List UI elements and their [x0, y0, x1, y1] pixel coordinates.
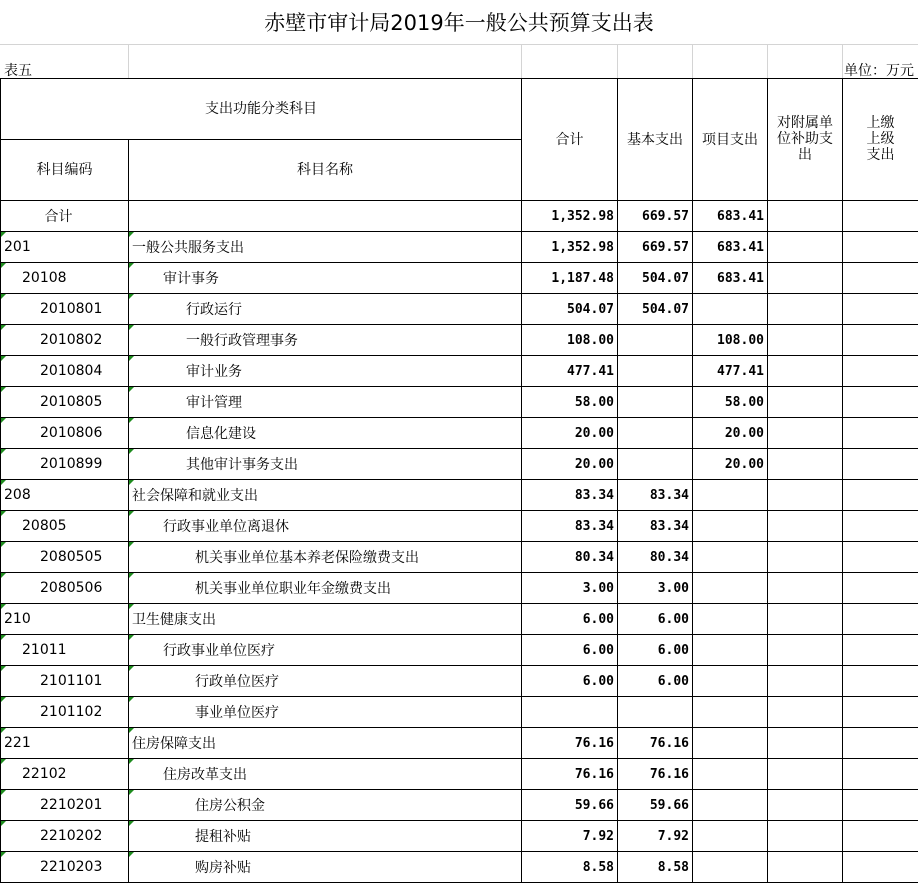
amount-subsidy: [768, 573, 843, 604]
cell-marker-icon: [129, 759, 134, 764]
amount-project: [693, 852, 768, 883]
amount-project: 58.00: [693, 387, 768, 418]
amount-upper: [843, 790, 918, 821]
gridline: [617, 44, 618, 78]
subject-code: 2210201: [1, 790, 129, 821]
amount-upper: [843, 387, 918, 418]
cell-marker-icon: [1, 511, 6, 516]
cell-marker-icon: [129, 356, 134, 361]
cell-marker-icon: [129, 697, 134, 702]
header-project: 项目支出: [693, 79, 768, 201]
amount-upper: [843, 480, 918, 511]
amount-basic: 59.66: [618, 790, 693, 821]
gridline: [128, 44, 129, 78]
table-row: [1, 511, 918, 542]
subject-name: 审计业务: [129, 356, 522, 387]
subject-name: 社会保障和就业支出: [129, 480, 522, 511]
amount-upper: [843, 728, 918, 759]
amount-subsidy: [768, 852, 843, 883]
cell-marker-icon: [129, 790, 134, 795]
subject-name: 一般行政管理事务: [129, 325, 522, 356]
gridline: [0, 44, 918, 45]
amount-total: 59.66: [522, 790, 618, 821]
amount-total: 80.34: [522, 542, 618, 573]
amount-subsidy: [768, 232, 843, 263]
subject-name: 事业单位医疗: [129, 697, 522, 728]
subject-code: 22102: [1, 759, 129, 790]
table-row: [1, 387, 918, 418]
table-row: [1, 666, 918, 697]
subject-code: 20108: [1, 263, 129, 294]
amount-total: 20.00: [522, 418, 618, 449]
amount-total: 108.00: [522, 325, 618, 356]
cell-marker-icon: [1, 666, 6, 671]
subject-name: 提租补贴: [129, 821, 522, 852]
amount-basic: [618, 387, 693, 418]
subject-name: 行政单位医疗: [129, 666, 522, 697]
amount-upper: [843, 418, 918, 449]
cell-marker-icon: [129, 418, 134, 423]
subject-code: 2101101: [1, 666, 129, 697]
amount-upper: [843, 232, 918, 263]
amount-total: 83.34: [522, 480, 618, 511]
amount-total: 83.34: [522, 511, 618, 542]
amount-subsidy: [768, 449, 843, 480]
cell-marker-icon: [129, 511, 134, 516]
cell-marker-icon: [129, 573, 134, 578]
amount-project: 20.00: [693, 418, 768, 449]
table-row: [1, 480, 918, 511]
amount-upper: [843, 511, 918, 542]
subject-name: 机关事业单位职业年金缴费支出: [129, 573, 522, 604]
table-row: [1, 263, 918, 294]
cell-marker-icon: [1, 294, 6, 299]
gridline: [767, 44, 768, 78]
subject-name: 住房改革支出: [129, 759, 522, 790]
amount-project: [693, 573, 768, 604]
cell-marker-icon: [1, 356, 6, 361]
cell-marker-icon: [129, 232, 134, 237]
subject-name: 购房补贴: [129, 852, 522, 883]
gridline: [692, 44, 693, 78]
table-row: [1, 604, 918, 635]
amount-subsidy: [768, 666, 843, 697]
table-row: [1, 325, 918, 356]
amount-total: 1,352.98: [522, 232, 618, 263]
amount-upper: [843, 449, 918, 480]
cell-marker-icon: [129, 294, 134, 299]
subject-name: 审计管理: [129, 387, 522, 418]
cell-marker-icon: [1, 604, 6, 609]
amount-basic: [618, 418, 693, 449]
amount-total: 8.58: [522, 852, 618, 883]
subject-code: 2010806: [1, 418, 129, 449]
amount-basic: [618, 697, 693, 728]
amount-project: [693, 759, 768, 790]
amount-upper: [843, 852, 918, 883]
subject-code: 201: [1, 232, 129, 263]
amount-project: [693, 511, 768, 542]
cell-marker-icon: [1, 635, 6, 640]
amount-basic: 6.00: [618, 604, 693, 635]
table-row: [1, 790, 918, 821]
table-label: 表五: [4, 63, 32, 79]
subject-code: 20805: [1, 511, 129, 542]
subject-code: 210: [1, 604, 129, 635]
amount-project: 683.41: [693, 232, 768, 263]
cell-marker-icon: [1, 480, 6, 485]
cell-marker-icon: [1, 232, 6, 237]
subject-code: 2010805: [1, 387, 129, 418]
amount-subsidy: [768, 325, 843, 356]
table-row: [1, 728, 918, 759]
amount-upper: [843, 263, 918, 294]
amount-subsidy: [768, 480, 843, 511]
cell-marker-icon: [129, 852, 134, 857]
amount-subsidy: [768, 263, 843, 294]
amount-total: 6.00: [522, 635, 618, 666]
table-row: [1, 852, 918, 883]
table-row: [1, 542, 918, 573]
subject-code: 2080505: [1, 542, 129, 573]
subject-code: 2010899: [1, 449, 129, 480]
amount-upper: [843, 821, 918, 852]
amount-project: [693, 294, 768, 325]
amount-subsidy: [768, 635, 843, 666]
table-row: [1, 356, 918, 387]
amount-subsidy: [768, 821, 843, 852]
amount-basic: 7.92: [618, 821, 693, 852]
subject-name: 卫生健康支出: [129, 604, 522, 635]
subject-code: 221: [1, 728, 129, 759]
table-row: [1, 449, 918, 480]
cell-marker-icon: [1, 542, 6, 547]
amount-basic: 76.16: [618, 728, 693, 759]
header-code: 科目编码: [1, 140, 129, 201]
subject-name: 信息化建设: [129, 418, 522, 449]
table-row: [1, 232, 918, 263]
cell-marker-icon: [129, 635, 134, 640]
header-name: 科目名称: [129, 140, 522, 201]
subject-code: 2210203: [1, 852, 129, 883]
amount-upper: [843, 325, 918, 356]
amount-total: 477.41: [522, 356, 618, 387]
amount-project: [693, 697, 768, 728]
amount-project: [693, 542, 768, 573]
amount-project: 683.41: [693, 263, 768, 294]
table-row: [1, 294, 918, 325]
amount-subsidy: [768, 511, 843, 542]
amount-upper: [843, 573, 918, 604]
subject-code: 208: [1, 480, 129, 511]
amount-subsidy: [768, 387, 843, 418]
subject-code: 2210202: [1, 821, 129, 852]
cell-marker-icon: [1, 759, 6, 764]
cell-marker-icon: [1, 697, 6, 702]
subject-name: 一般公共服务支出: [129, 232, 522, 263]
amount-subsidy: [768, 759, 843, 790]
cell-marker-icon: [1, 449, 6, 454]
amount-upper: [843, 542, 918, 573]
subject-code: 2101102: [1, 697, 129, 728]
budget-table: [0, 78, 918, 883]
subject-name: 住房公积金: [129, 790, 522, 821]
cell-marker-icon: [1, 728, 6, 733]
amount-total: 20.00: [522, 449, 618, 480]
table-row: [1, 697, 918, 728]
gridline: [521, 44, 522, 78]
cell-marker-icon: [129, 325, 134, 330]
table-row: [1, 821, 918, 852]
amount-project: [693, 790, 768, 821]
subject-code: 2010804: [1, 356, 129, 387]
subject-name: 审计事务: [129, 263, 522, 294]
amount-total: 504.07: [522, 294, 618, 325]
amount-total: 6.00: [522, 666, 618, 697]
amount-project: [693, 604, 768, 635]
subject-code: 2010801: [1, 294, 129, 325]
subject-code: 合计: [1, 201, 129, 232]
amount-subsidy: [768, 294, 843, 325]
header-total: 合计: [522, 79, 618, 201]
amount-upper: [843, 697, 918, 728]
subject-name: 机关事业单位基本养老保险缴费支出: [129, 542, 522, 573]
subject-name: 其他审计事务支出: [129, 449, 522, 480]
amount-project: 683.41: [693, 201, 768, 232]
amount-basic: 504.07: [618, 294, 693, 325]
cell-marker-icon: [1, 263, 6, 268]
cell-marker-icon: [129, 542, 134, 547]
table-row: [1, 201, 918, 232]
amount-total: 1,352.98: [522, 201, 618, 232]
amount-project: [693, 480, 768, 511]
amount-total: 76.16: [522, 728, 618, 759]
subject-name: 行政运行: [129, 294, 522, 325]
amount-basic: 3.00: [618, 573, 693, 604]
amount-project: [693, 728, 768, 759]
amount-upper: [843, 666, 918, 697]
cell-marker-icon: [129, 387, 134, 392]
amount-project: [693, 821, 768, 852]
amount-basic: 669.57: [618, 232, 693, 263]
subject-code: 2010802: [1, 325, 129, 356]
table-row: [1, 418, 918, 449]
subject-code: 2080506: [1, 573, 129, 604]
amount-upper: [843, 356, 918, 387]
amount-subsidy: [768, 201, 843, 232]
amount-total: 1,187.48: [522, 263, 618, 294]
table-row: [1, 759, 918, 790]
amount-total: 7.92: [522, 821, 618, 852]
cell-marker-icon: [1, 387, 6, 392]
subject-code: 21011: [1, 635, 129, 666]
amount-subsidy: [768, 356, 843, 387]
amount-subsidy: [768, 418, 843, 449]
table-row: [1, 573, 918, 604]
cell-marker-icon: [129, 666, 134, 671]
cell-marker-icon: [1, 790, 6, 795]
amount-basic: [618, 356, 693, 387]
cell-marker-icon: [129, 263, 134, 268]
cell-marker-icon: [129, 604, 134, 609]
amount-project: [693, 635, 768, 666]
cell-marker-icon: [1, 573, 6, 578]
amount-total: [522, 697, 618, 728]
subject-name: 行政事业单位离退休: [129, 511, 522, 542]
amount-upper: [843, 201, 918, 232]
amount-basic: 6.00: [618, 635, 693, 666]
amount-upper: [843, 294, 918, 325]
amount-subsidy: [768, 728, 843, 759]
cell-marker-icon: [129, 480, 134, 485]
amount-project: 108.00: [693, 325, 768, 356]
amount-upper: [843, 759, 918, 790]
amount-subsidy: [768, 790, 843, 821]
amount-project: 477.41: [693, 356, 768, 387]
subject-name: 行政事业单位医疗: [129, 635, 522, 666]
amount-basic: 83.34: [618, 480, 693, 511]
cell-marker-icon: [1, 852, 6, 857]
cell-marker-icon: [1, 325, 6, 330]
amount-basic: 504.07: [618, 263, 693, 294]
amount-basic: 6.00: [618, 666, 693, 697]
amount-basic: 76.16: [618, 759, 693, 790]
amount-total: 6.00: [522, 604, 618, 635]
header-upper: 上缴上级支出: [843, 79, 918, 201]
amount-upper: [843, 635, 918, 666]
amount-basic: 8.58: [618, 852, 693, 883]
amount-project: [693, 666, 768, 697]
header-function-category: 支出功能分类科目: [1, 79, 522, 140]
cell-marker-icon: [129, 821, 134, 826]
cell-marker-icon: [1, 418, 6, 423]
amount-basic: [618, 325, 693, 356]
amount-upper: [843, 604, 918, 635]
table-row: [1, 635, 918, 666]
amount-total: 3.00: [522, 573, 618, 604]
header-subsidy: 对附属单位补助支出: [768, 79, 843, 201]
unit-label: 单位：万元: [844, 63, 914, 79]
amount-subsidy: [768, 697, 843, 728]
amount-subsidy: [768, 604, 843, 635]
amount-basic: 669.57: [618, 201, 693, 232]
amount-basic: 83.34: [618, 511, 693, 542]
cell-marker-icon: [1, 821, 6, 826]
header-basic: 基本支出: [618, 79, 693, 201]
report-title: 赤壁市审计局2019年一般公共预算支出表: [264, 11, 654, 35]
amount-subsidy: [768, 542, 843, 573]
amount-basic: 80.34: [618, 542, 693, 573]
cell-marker-icon: [129, 449, 134, 454]
cell-marker-icon: [129, 728, 134, 733]
subject-name: 住房保障支出: [129, 728, 522, 759]
gridline: [842, 44, 843, 78]
amount-basic: [618, 449, 693, 480]
amount-project: 20.00: [693, 449, 768, 480]
amount-total: 76.16: [522, 759, 618, 790]
subject-name: [129, 201, 522, 232]
amount-total: 58.00: [522, 387, 618, 418]
